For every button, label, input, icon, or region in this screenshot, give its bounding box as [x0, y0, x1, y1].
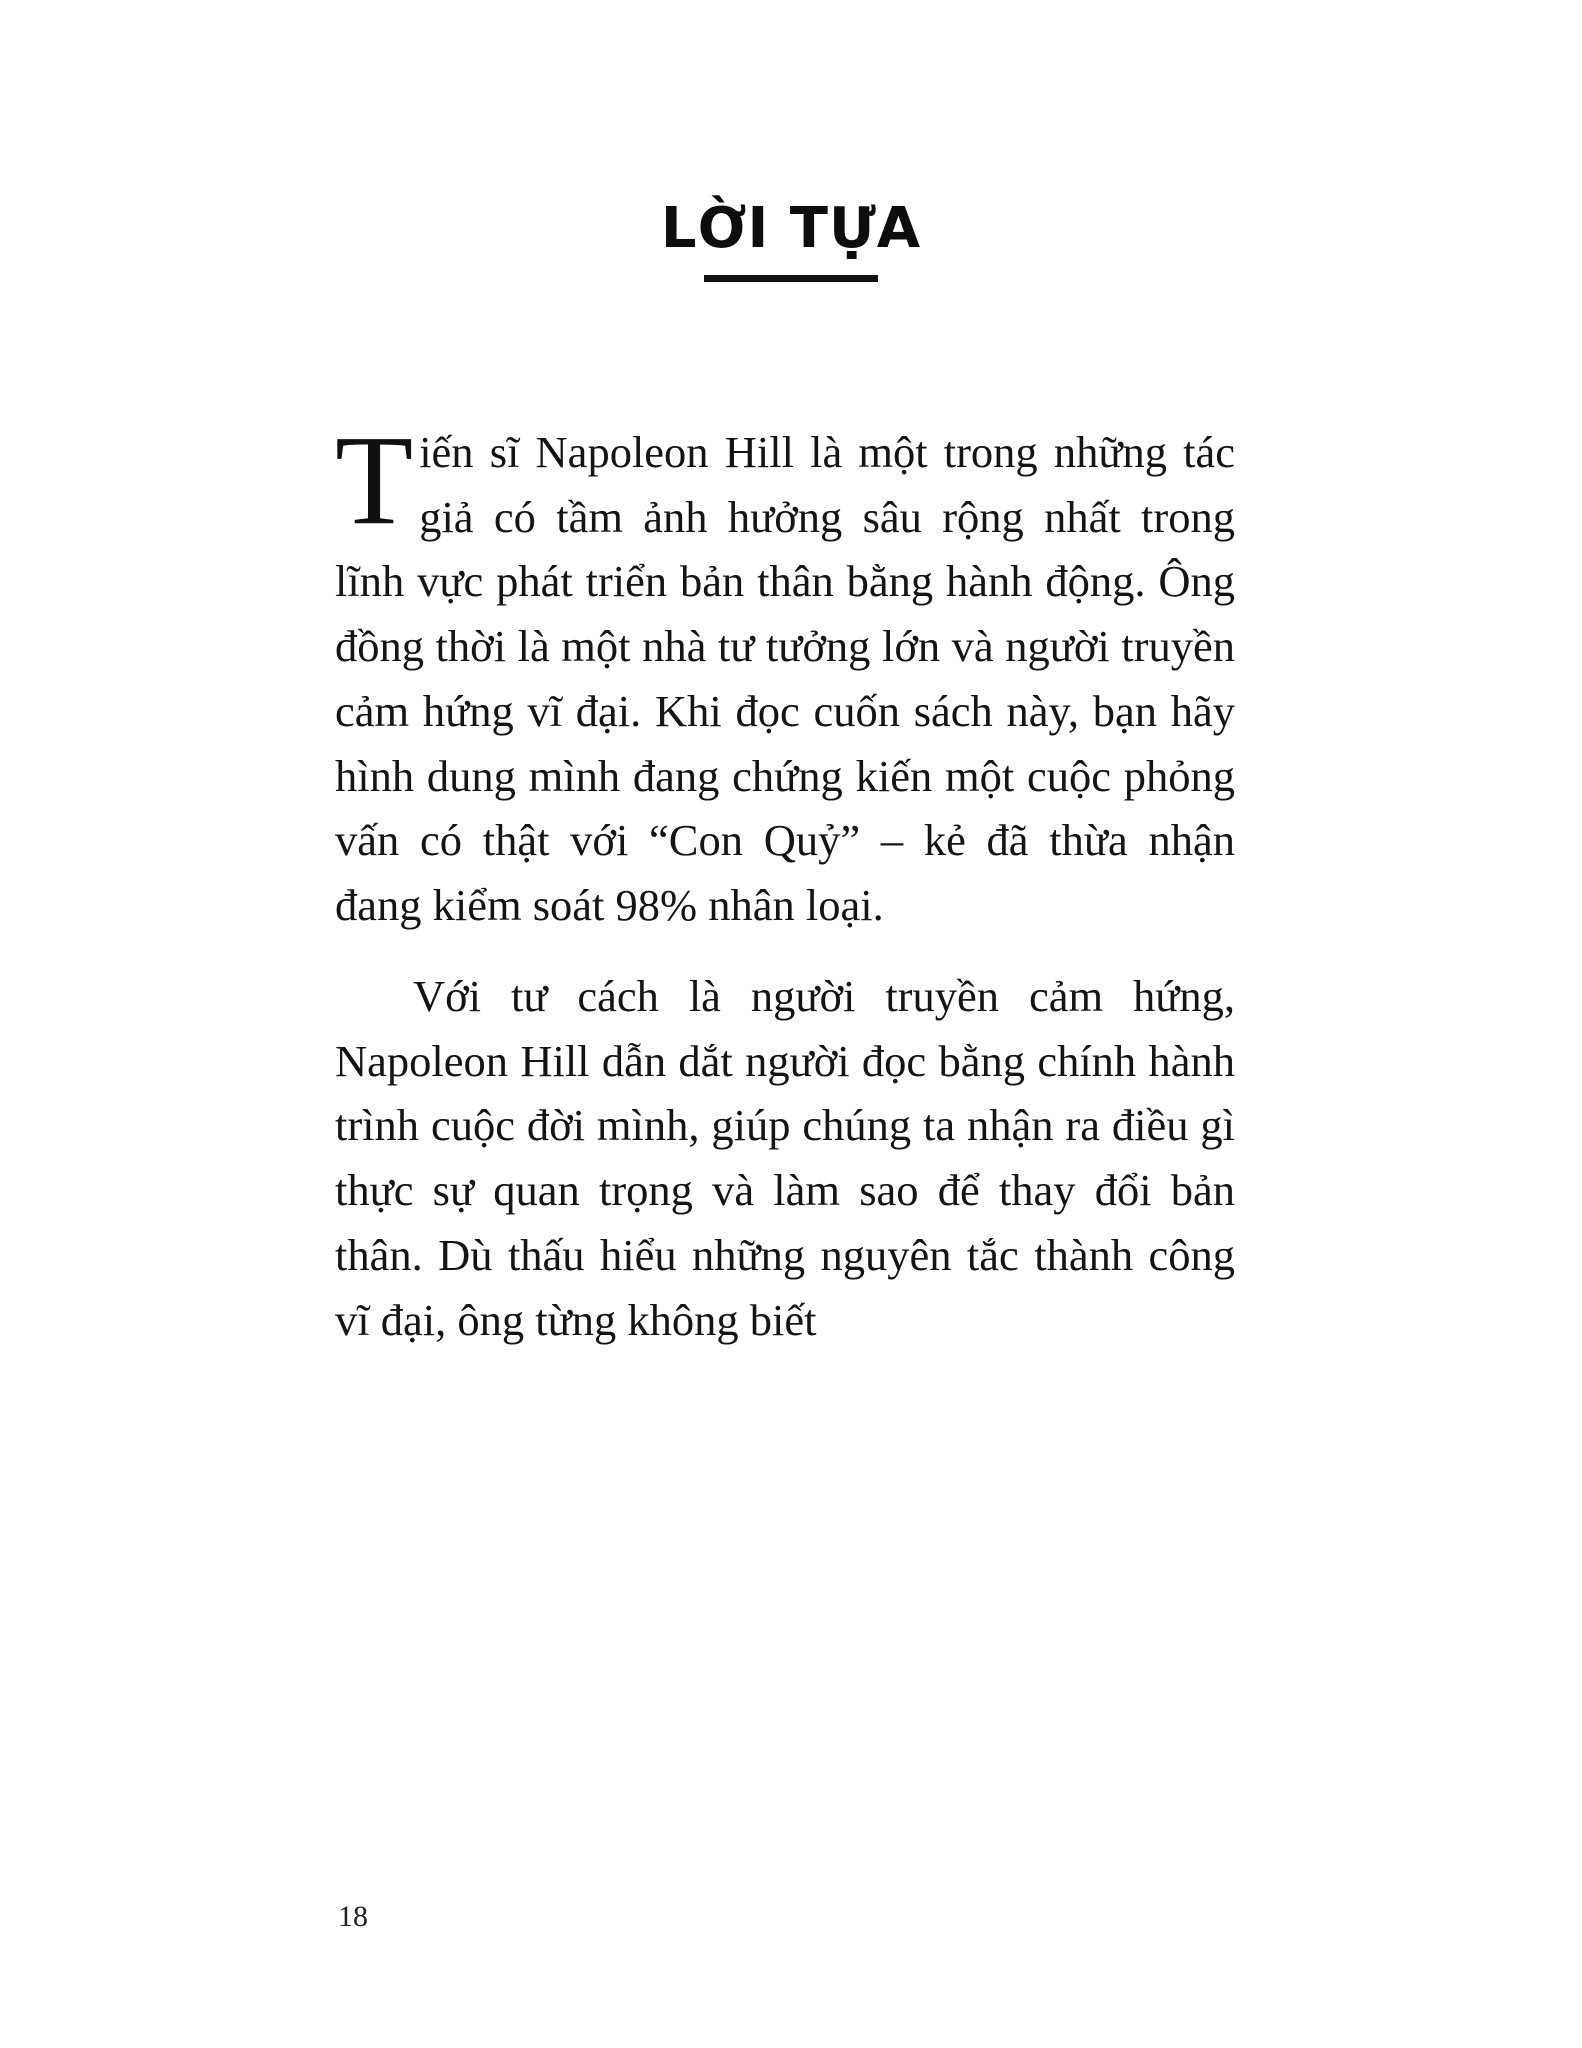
body-text — [335, 409, 1235, 1352]
page-number: 18 — [338, 1900, 368, 1933]
paragraph: Với tư cách là người truyền cảm hứng, Napoleon Hill dẫn dắt người đọc bằng chính hành trình cuộc đời mình, giúp chúng ta nhận ra điều gì thực sự quan trọng và làm sao để thay đổi bản thân. Dù thấu hiểu những nguyên tắc thành công vĩ đại, ông từng không biết — [335, 970, 1235, 1345]
title-divider — [704, 275, 878, 282]
paragraph: Tiến sĩ Napoleon Hill là một trong những tác giả có tầm ảnh hưởng sâu rộng nhất trong lĩnh vực phát triển bản thân bằng hành động. Ông đồng thời là một nhà tư tưởng lớn và người truyền cảm hứng vĩ đại. Khi đọc cuốn sách này, bạn hãy hình dung mình đang chứng kiến một cuộc phỏng vấn có thật với “Con Quỷ” – kẻ đã thừa nhận đang kiểm soát 98% nhân loại. — [335, 409, 1235, 931]
page-title: LỜI TỰA — [660, 195, 922, 261]
